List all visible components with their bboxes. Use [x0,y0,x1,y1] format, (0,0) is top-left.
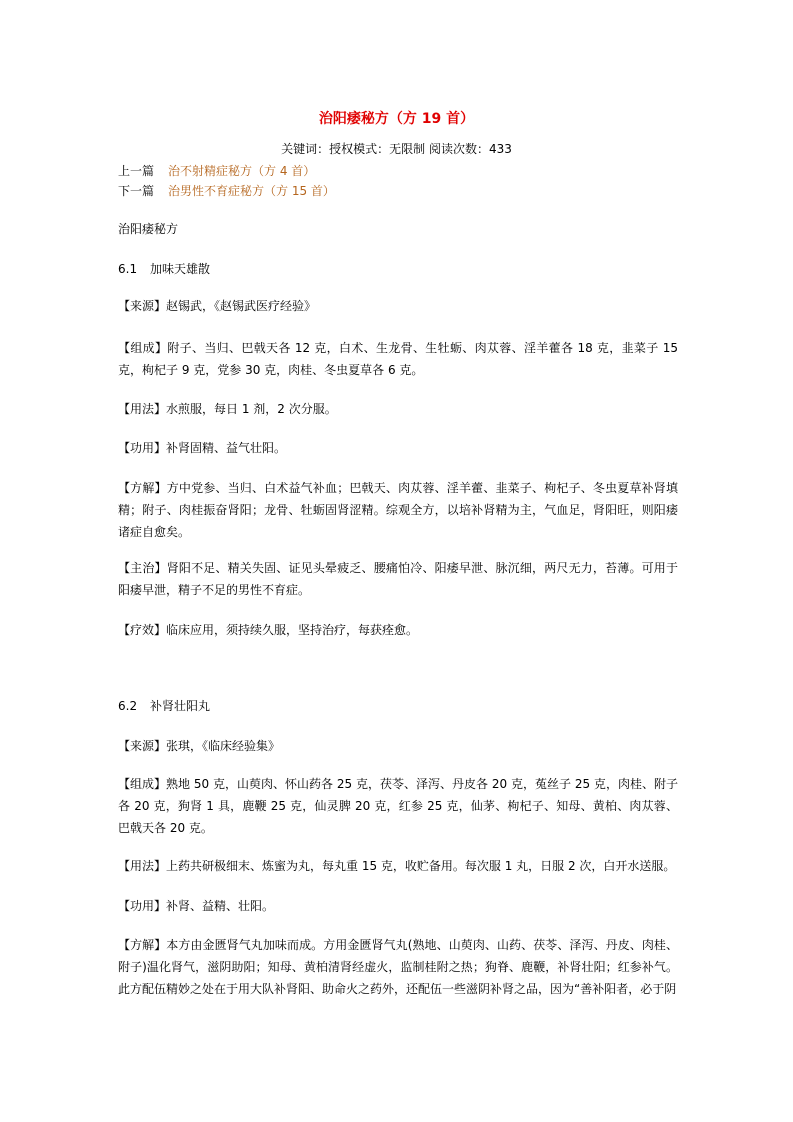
recipe-efficacy: 【疗效】临床应用，须持续久服，坚持治疗，每获痊愈。 [118,623,419,637]
prev-article-link[interactable]: 治不射精症秘方（方 4 首） [168,164,316,178]
recipe-explanation: 【方解】方中党参、当归、白术益气补血；巴戟天、肉苁蓉、淫羊藿、韭菜子、枸杞子、冬虫夏草补肾填精；附子、肉桂振奋肾阳；龙骨、牡蛎固肾涩精。综观全方，以培补肾精为主，气血足，肾阳旺，则阳痿诸症自愈矣。 [118,481,678,539]
recipe-source: 【来源】张琪，《临床经验集》 [118,739,281,753]
recipe-heading [118,695,678,717]
next-label: 下一篇 [118,184,155,198]
recipe-number: 6.2 [118,699,138,713]
prev-article-nav [118,162,315,179]
page-title: 治阳痿秘方（方 19 首） [318,111,475,127]
recipe-function: 【功用】补肾固精、益气壮阳。 [118,441,287,455]
recipe-number: 6.1 [118,262,138,276]
recipe-explanation: 【方解】本方由金匮肾气丸加味而成。方用金匮肾气丸(熟地、山萸肉、山药、茯苓、泽泻、丹皮、肉桂、附子)温化肾气，滋阴助阳；知母、黄柏清肾经虚火，监制桂附之热；狗脊、鹿鞭，补肾壮阳；红参补气。此方配伍精妙之处在于用大队补肾阳、助命火之药外，还配伍一些滋阴补肾之品，因为“善补阳者，必于阴 [118,938,678,996]
recipe-function: 【功用】补肾、益精、壮阳。 [118,899,275,913]
next-article-nav [118,182,335,199]
recipe-composition: 【组成】附子、当归、巴戟天各 12 克，白术、生龙骨、生牡蛎、肉苁蓉、淫羊藿各 18 克，韭菜子 15 克，枸杞子 9 克，党参 30 克，肉桂、冬虫夏草各 6 克。 [118,341,678,377]
recipe-usage: 【用法】水煎服，每日 1 剂，2 次分服。 [118,402,337,416]
recipe-name: 补肾壮阳丸 [150,699,211,713]
recipe-usage: 【用法】上药共研极细末、炼蜜为丸，每丸重 15 克，收贮备用。每次服 1 丸，日服 2 次，白开水送服。 [118,859,676,873]
section-title: 治阳痿秘方 [118,222,179,236]
recipe-composition: 【组成】熟地 50 克，山萸肉、怀山药各 25 克，茯苓、泽泻、丹皮各 20 克，菟丝子 25 克，肉桂、附子各 20 克，狗肾 1 具，鹿鞭 25 克，仙灵脾 20 克，红参 25 克，仙茅、枸杞子、知母、黄柏、肉苁蓉、巴戟天各 20 克。 [118,777,678,835]
recipe-name: 加味天雄散 [150,262,211,276]
next-article-link[interactable]: 治男性不育症秘方（方 15 首） [168,184,335,198]
recipe-source: 【来源】赵锡武，《赵锡武医疗经验》 [118,299,317,313]
recipe-heading [118,258,678,280]
meta-line: 关键词：授权模式：无限制 阅读次数：433 [281,142,512,156]
prev-label: 上一篇 [118,164,155,178]
recipe-indication: 【主治】肾阳不足、精关失固、证见头晕疲乏、腰痛怕冷、阳痿早泄、脉沉细，两尺无力，苔薄。可用于阳痿早泄，精子不足的男性不育症。 [118,561,678,597]
